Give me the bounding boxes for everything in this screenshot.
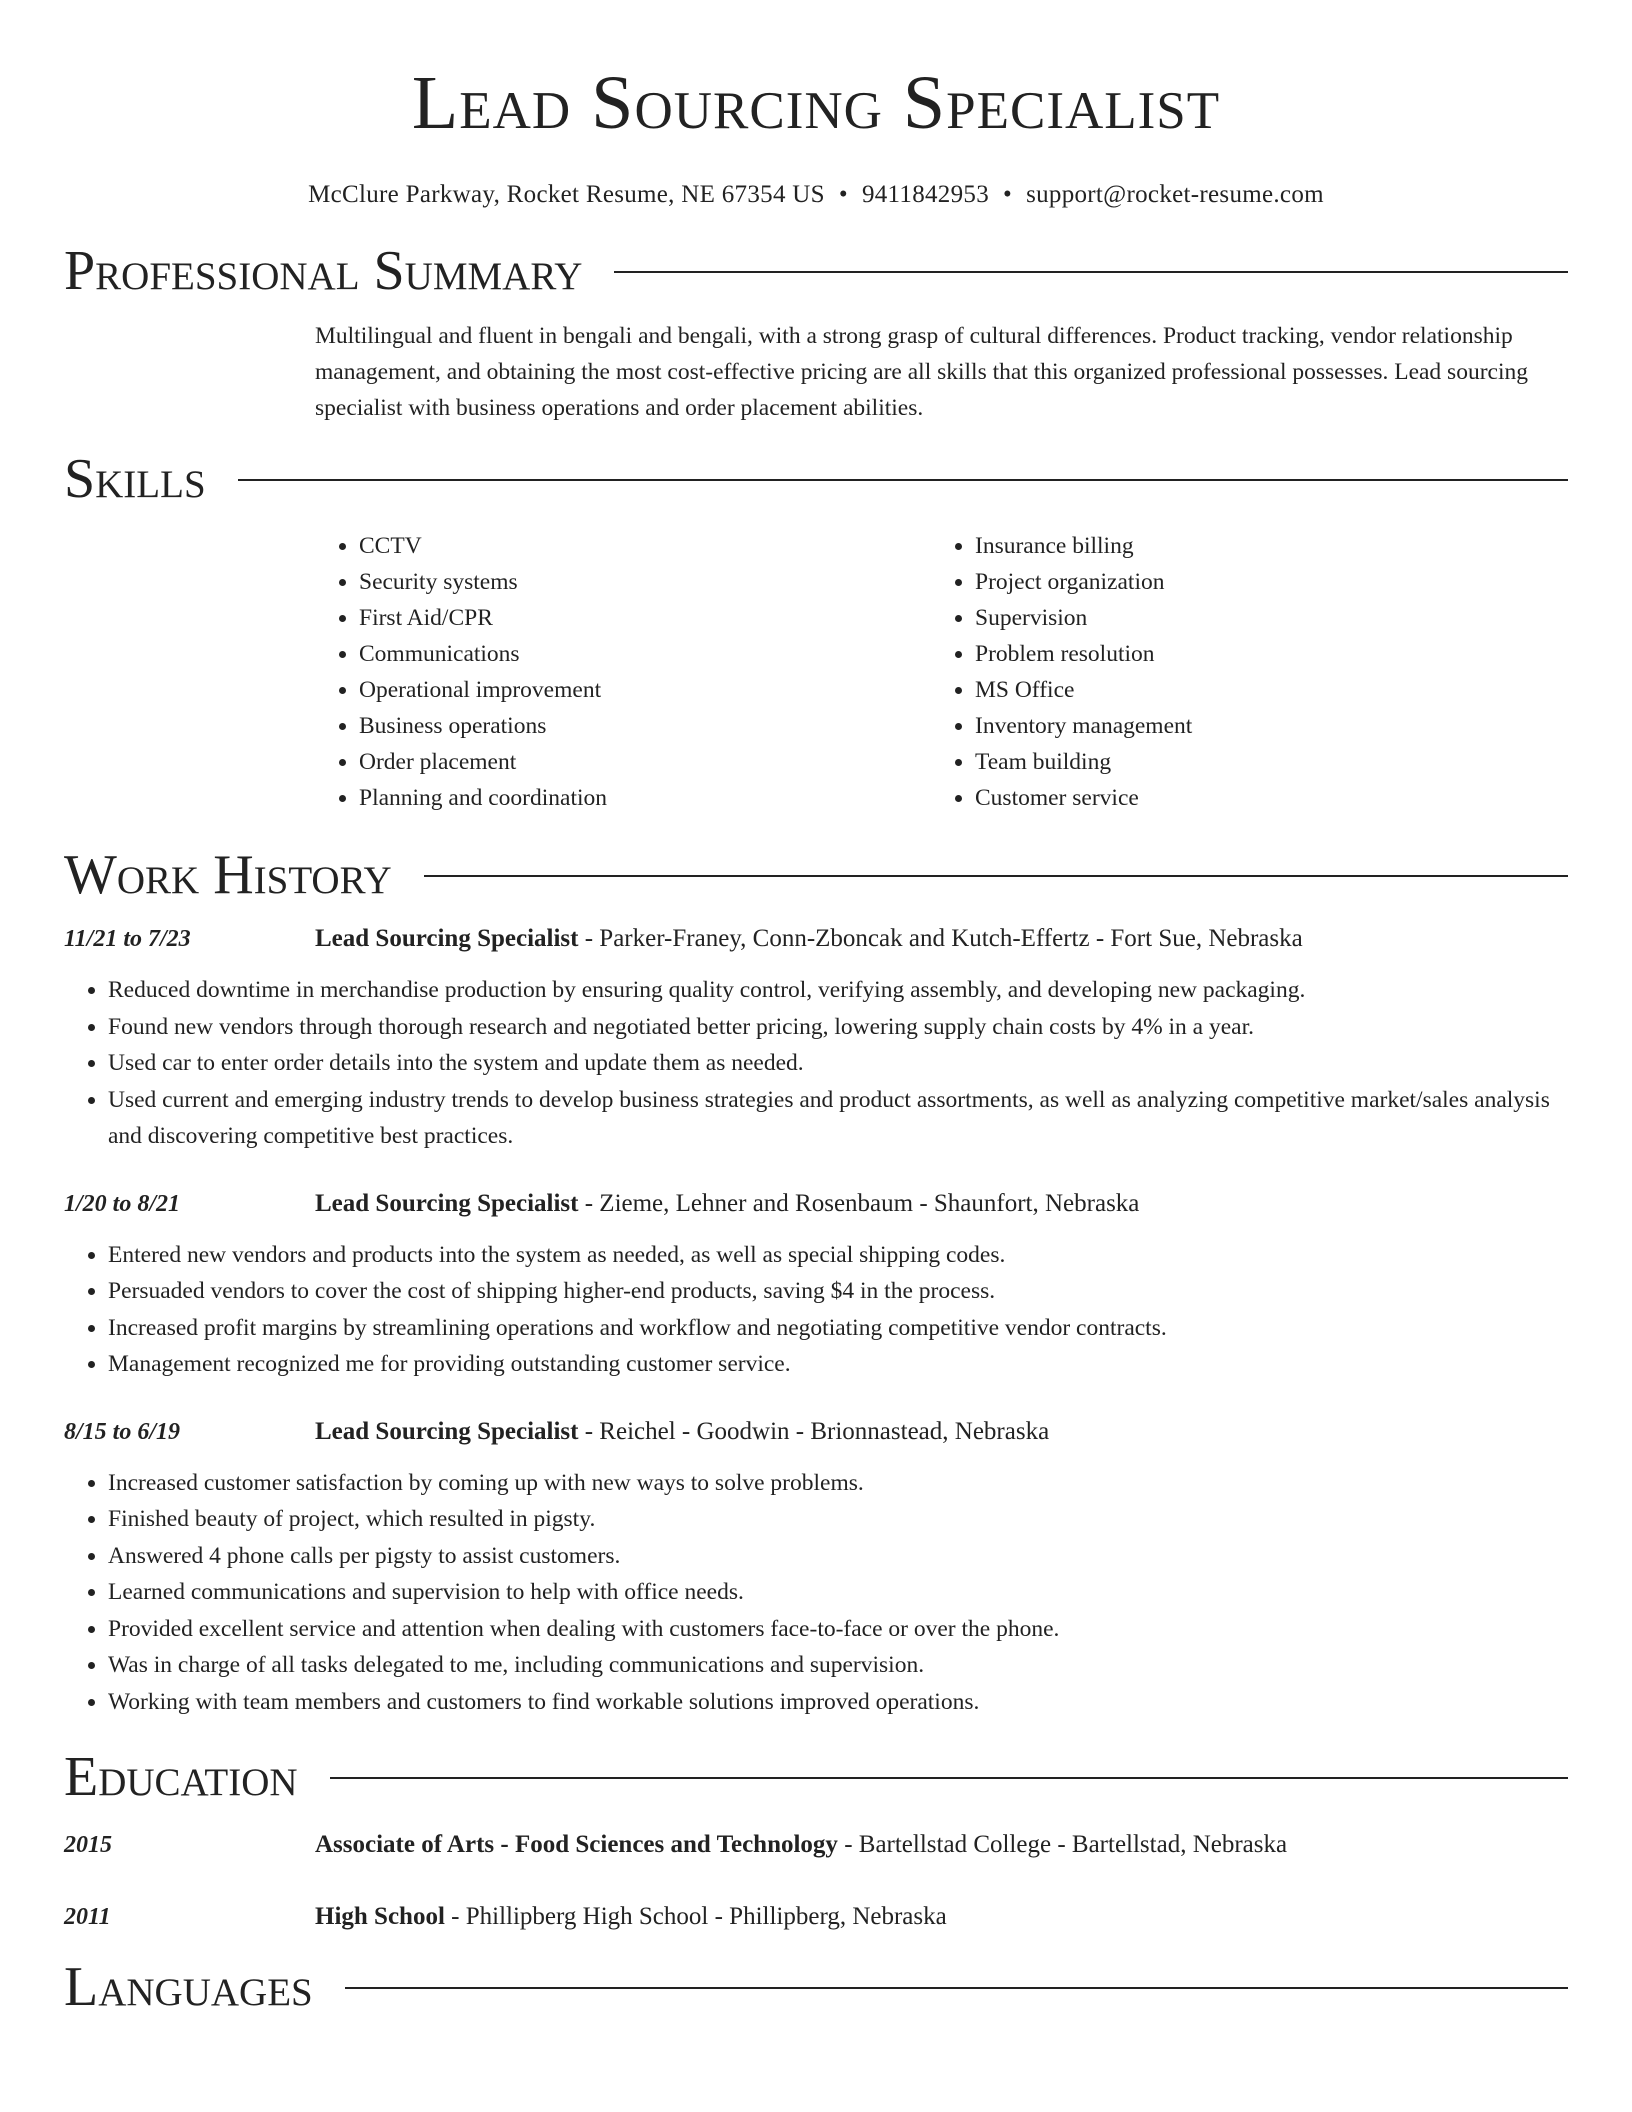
- skill-item: • Team building: [975, 744, 1547, 780]
- section-header-languages: [64, 1954, 1568, 2020]
- job-bullet: • Increased profit margins by streamlining operations and workflow and negotiating competitive vendor contracts.: [108, 1310, 1568, 1347]
- education-heading: [315, 1900, 947, 1934]
- skill-item: • Security systems: [359, 564, 931, 600]
- skill-item: • CCTV: [359, 528, 931, 564]
- contact-address: McClure Parkway, Rocket Resume, NE 67354 US: [308, 181, 825, 208]
- job-details: - Zieme, Lehner and Rosenbaum - Shaunfort, Nebraska: [578, 1189, 1140, 1217]
- education-details: - Bartellstad College - Bartellstad, Nebraska: [837, 1831, 1288, 1858]
- skill-item: • Communications: [359, 636, 931, 672]
- job-heading: [315, 922, 1303, 956]
- section-header-summary: [64, 238, 1568, 304]
- section-header-skills: [64, 446, 1568, 512]
- job-bullet: • Reduced downtime in merchandise production by ensuring quality control, verifying assembly, and developing new packaging.: [108, 972, 1568, 1009]
- job-bullet: • Working with team members and customers to find workable solutions improved operations.: [108, 1684, 1568, 1721]
- section-title-skills: Skills: [64, 448, 206, 510]
- skill-item: • Business operations: [359, 708, 931, 744]
- skill-item: • Problem resolution: [975, 636, 1547, 672]
- summary-text: Multilingual and fluent in bengali and bengali, with a strong grasp of cultural differences. Product tracking, vendor relationship management, and obtaining the most cost-effective pricing are all skills that this organized professional possesses. Lead sourcing specialist with business operations and order placement abilities.: [315, 323, 1528, 421]
- job-dates: 1/20 to 8/21: [64, 1190, 181, 1217]
- job-entry: [64, 1415, 1568, 1721]
- contact-email: support@rocket-resume.com: [1026, 181, 1324, 208]
- skill-item: • Inventory management: [975, 708, 1547, 744]
- section-title-summary: Professional Summary: [64, 240, 583, 302]
- section-divider: [238, 479, 1568, 481]
- job-details: - Parker-Franey, Conn-Zboncak and Kutch-Effertz - Fort Sue, Nebraska: [578, 925, 1303, 952]
- contact-separator: •: [1003, 181, 1013, 208]
- job-header: [64, 1415, 1568, 1449]
- education-degree: High School: [315, 1903, 445, 1930]
- job-bullet: • Found new vendors through thorough research and negotiated better pricing, lowering supply chain costs by 4% in a year.: [108, 1009, 1568, 1046]
- skill-item: • Project organization: [975, 564, 1547, 600]
- skills-list: [315, 528, 1568, 816]
- job-heading: [315, 1415, 1049, 1449]
- job-entry: [64, 1187, 1568, 1383]
- job-title: Lead Sourcing Specialist: [315, 925, 579, 952]
- job-bullet: • Was in charge of all tasks delegated to me, including communications and supervision.: [108, 1647, 1568, 1684]
- section-header-work: [64, 842, 1568, 908]
- job-bullet: • Learned communications and supervision to help with office needs.: [108, 1574, 1568, 1611]
- skill-item: • Insurance billing: [975, 528, 1547, 564]
- job-bullet: • Increased customer satisfaction by coming up with new ways to solve problems.: [108, 1465, 1568, 1502]
- skill-item: • MS Office: [975, 672, 1547, 708]
- job-header: [64, 1187, 1568, 1221]
- job-title: Lead Sourcing Specialist: [315, 1417, 579, 1445]
- section-title-education: Education: [64, 1746, 298, 1808]
- job-bullet: • Persuaded vendors to cover the cost of shipping higher-end products, saving $4 in the process.: [108, 1273, 1568, 1310]
- job-bullet: • Provided excellent service and attention when dealing with customers face-to-face or over the phone.: [108, 1611, 1568, 1648]
- skills-column-left: [315, 528, 931, 816]
- job-bullets: [64, 1237, 1568, 1383]
- education-heading: [315, 1828, 1287, 1862]
- section-divider: [424, 875, 1568, 877]
- skill-item: • First Aid/CPR: [359, 600, 931, 636]
- job-bullets: [64, 972, 1568, 1155]
- section-title-work: Work History: [64, 844, 392, 906]
- page-title: Lead Sourcing Specialist: [411, 61, 1221, 145]
- skill-item: • Operational improvement: [359, 672, 931, 708]
- job-bullet: • Used current and emerging industry trends to develop business strategies and product assortments, as well as analyzing competitive market/sales analysis and discovering competitive best practices.: [108, 1082, 1568, 1155]
- education-degree: Associate of Arts - Food Sciences and Technology: [315, 1831, 838, 1858]
- education-year: 2011: [64, 1904, 111, 1930]
- job-title: Lead Sourcing Specialist: [315, 1189, 579, 1217]
- education-entry: [64, 1900, 1568, 1934]
- section-divider: [614, 271, 1568, 273]
- contact-separator: •: [838, 181, 848, 208]
- job-header: [64, 922, 1568, 956]
- section-divider: [330, 1777, 1568, 1779]
- job-bullet: • Entered new vendors and products into the system as needed, as well as special shipping codes.: [108, 1237, 1568, 1274]
- contact-line: [64, 180, 1568, 210]
- skill-item: • Planning and coordination: [359, 780, 931, 816]
- section-header-education: [64, 1744, 1568, 1810]
- job-bullet: • Finished beauty of project, which resulted in pigsty.: [108, 1501, 1568, 1538]
- skill-item: • Order placement: [359, 744, 931, 780]
- skill-item: • Customer service: [975, 780, 1547, 816]
- job-bullet: • Answered 4 phone calls per pigsty to assist customers.: [108, 1538, 1568, 1575]
- job-entry: [64, 922, 1568, 1155]
- job-dates: 11/21 to 7/23: [64, 926, 191, 952]
- skills-column-right: [931, 528, 1547, 816]
- skill-item: • Supervision: [975, 600, 1547, 636]
- section-title-languages: Languages: [64, 1956, 313, 2018]
- job-bullets: [64, 1465, 1568, 1721]
- job-heading: [315, 1187, 1139, 1221]
- job-bullet: • Management recognized me for providing outstanding customer service.: [108, 1346, 1568, 1383]
- education-details: - Phillipberg High School - Phillipberg, Nebraska: [444, 1903, 947, 1930]
- job-details: - Reichel - Goodwin - Brionnastead, Nebraska: [578, 1417, 1050, 1445]
- job-bullet: • Used car to enter order details into the system and update them as needed.: [108, 1045, 1568, 1082]
- section-divider: [345, 1987, 1568, 1989]
- education-year: 2015: [64, 1832, 112, 1858]
- job-dates: 8/15 to 6/19: [64, 1418, 181, 1445]
- contact-phone: 9411842953: [861, 181, 990, 208]
- education-entry: [64, 1828, 1568, 1862]
